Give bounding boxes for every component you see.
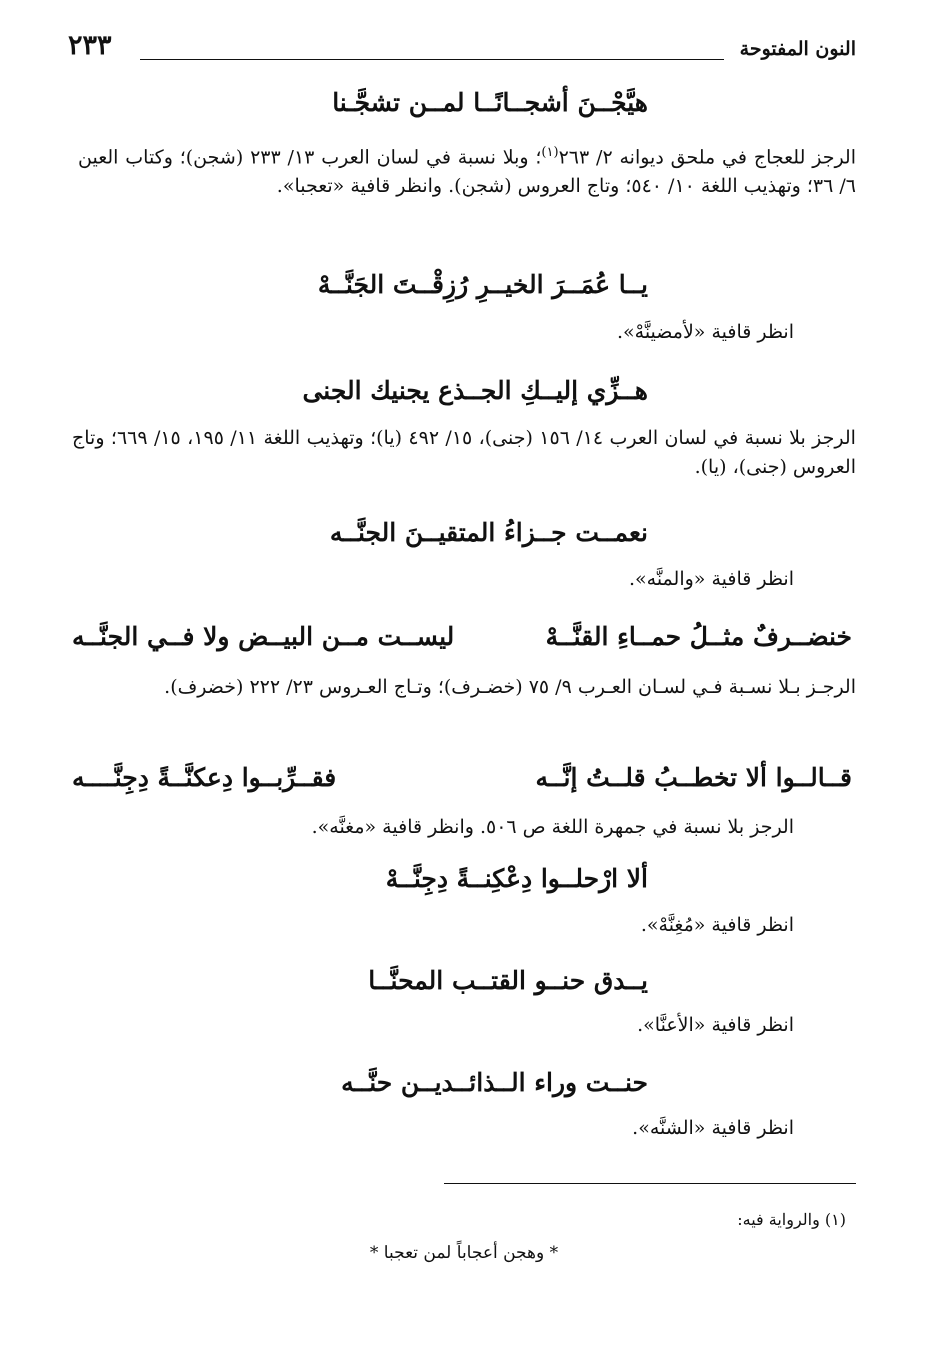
section-title: النون المفتوحة — [739, 38, 856, 60]
cross-reference-note: انظر قافية «الشنَّه». — [632, 1117, 794, 1139]
verse-hemistich-right: قــالــوا ألا تخطــبُ قلــتُ إنَّــه — [535, 763, 852, 792]
footnote-verse: * وهجن أعجاباً لمن تعجبا * — [369, 1243, 559, 1263]
page-number: ٢٣٣ — [68, 30, 112, 61]
verse-hemistich-right: خنضــرفٌ مثــلُ حمــاءِ القنَّــهْ — [545, 622, 852, 651]
page-header — [68, 30, 856, 70]
source-citation: الرجـز بـلا نسـبة فـي لسـان العـرب ٩/ ٧٥ (خضـرف)؛ وتـاج العـروس ٢٣/ ٢٢٢ (خضرف). — [164, 676, 856, 698]
verse-line: نعمــت جــزاءُ المتقيــنَ الجنَّــه — [329, 518, 648, 547]
verse-hemistich-left: ليســت مــن البيــض ولا فــي الجنَّــه — [72, 622, 455, 651]
cross-reference-note: انظر قافية «مُغِنَّهْ». — [640, 914, 794, 936]
citation-text: ؛ وبلا نسبة في لسان العرب ١٣/ ٢٣٣ (شجن)؛ وكتاب العين ٦/ ٣٦؛ وتهذيب اللغة ١٠/ ٥٤٠؛ وتاج العروس (شجن). وانظر قافية «تعجبا». — [78, 146, 856, 198]
cross-reference-note: انظر قافية «والمنَّه». — [628, 568, 794, 590]
verse-line: ألا ارْحلــوا دِعْكِنــةً دِجِنَّــهْ — [385, 864, 648, 893]
verse-line: هيَّجْــنَ أشجــانًــا لمــن تشجَّـنا — [332, 88, 648, 117]
source-citation — [78, 138, 856, 201]
source-citation: الرجز بلا نسبة في جمهرة اللغة ص ٥٠٦. وانظر قافية «مغنَّه». — [311, 816, 794, 838]
verse-hemistich-left: فقــرِّبــوا دِعكنَّــةً دِجِنَّــــه — [72, 763, 337, 792]
citation-text: الرجز للعجاج في ملحق ديوانه ٢/ ٢٦٣ — [558, 146, 856, 169]
header-rule — [140, 59, 724, 60]
footnote-separator — [444, 1183, 856, 1184]
source-citation: الرجز بلا نسبة في لسان العرب ١٤/ ١٥٦ (جنى)، ١٥/ ٤٩٢ (يا)؛ وتهذيب اللغة ١١/ ١٩٥، ١٥/ ٦٦٩؛ وتاج العروس (جنى)، (يا). — [72, 427, 856, 478]
cross-reference-note: انظر قافية «الأعنَّا». — [637, 1014, 794, 1036]
cross-reference-note: انظر قافية «لأمضينَّهْ». — [616, 321, 794, 343]
verse-line: يــدق حنــو القتــب المحنَّــا — [368, 966, 648, 995]
footnote-label: (١) والرواية فيه: — [737, 1210, 846, 1229]
verse-line: حنــت وراء الــذائــديــن حنَّــه — [341, 1068, 648, 1097]
verse-line: يــا عُمَــرَ الخيــرِ رُزِقْــتَ الجَنَّــهْ — [317, 270, 648, 299]
verse-line: هــزِّي إليــكِ الجــذع يجنيك الجنى — [302, 376, 648, 405]
footnote-ref[interactable]: (١) — [541, 145, 559, 160]
